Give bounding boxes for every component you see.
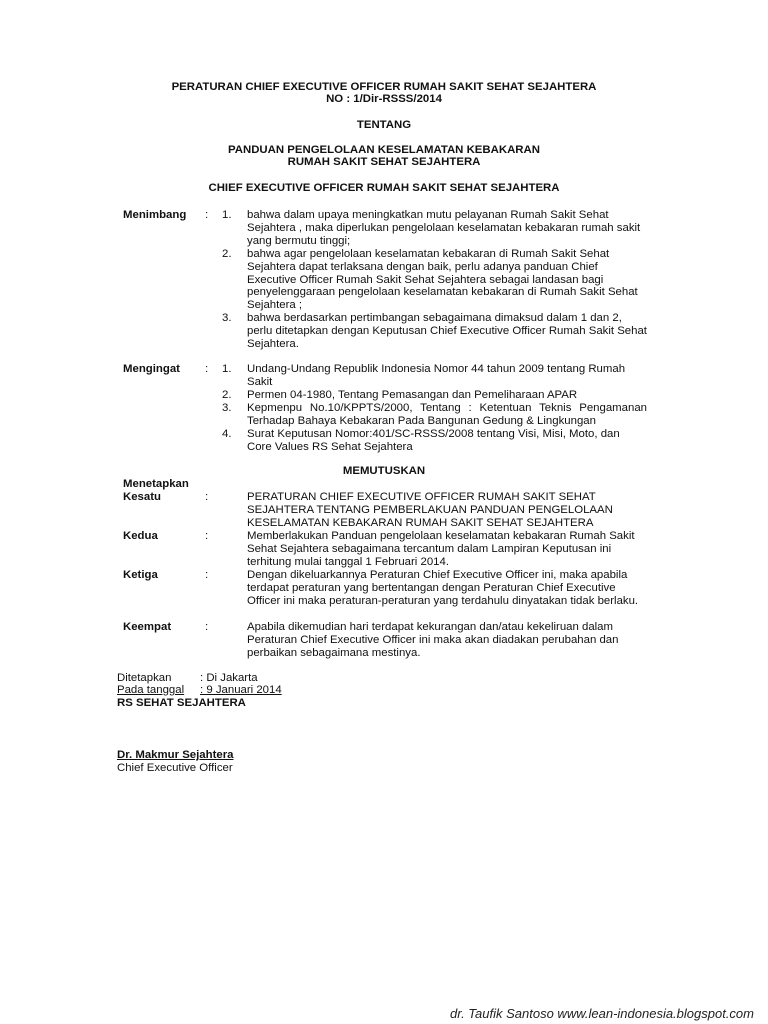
menetapkan-label: Menetapkan — [123, 478, 189, 490]
article-ketiga-label: Ketiga — [123, 569, 158, 581]
mengingat-item-3-number: 3. — [222, 402, 232, 414]
tentang-heading: TENTANG — [356, 119, 412, 131]
mengingat-item-4-number: 4. — [222, 428, 232, 440]
memutuskan-heading: MEMUTUSKAN — [342, 465, 426, 477]
article-keempat-colon: : — [205, 621, 209, 633]
menimbang-label: Menimbang — [123, 209, 187, 221]
menimbang-item-3-number: 3. — [222, 312, 232, 324]
menimbang-item-2-number: 2. — [222, 248, 232, 260]
menimbang-colon: : — [205, 209, 209, 221]
regulation-number: NO : 1/Dir-RSSS/2014 — [326, 93, 442, 105]
mengingat-item-1-number: 1. — [222, 363, 232, 375]
menimbang-item-1-number: 1. — [222, 209, 232, 221]
regulation-title: PERATURAN CHIEF EXECUTIVE OFFICER RUMAH SAKIT SEHAT SEJAHTERA — [171, 81, 597, 93]
organization-name: RS SEHAT SEJAHTERA — [117, 697, 246, 709]
signer-title: Chief Executive Officer — [117, 762, 233, 774]
mengingat-item-2-number: 2. — [222, 389, 232, 401]
article-kesatu-label: Kesatu — [123, 491, 161, 503]
footer-credit: dr. Taufik Santoso www.lean-indonesia.blogspot.com — [450, 1006, 754, 1021]
tanggal-label: Pada tanggal — [117, 684, 185, 696]
subject-line-1: PANDUAN PENGELOLAAN KESELAMATAN KEBAKARAN — [228, 144, 540, 156]
mengingat-label: Mengingat — [123, 363, 180, 375]
menimbang-item-2-text: bahwa agar pengelolaan keselamatan kebakaran di Rumah Sakit Sehat Sejahtera dapat terlaksana dengan baik, perlu adanya panduan Chief Executive Officer Rumah Sakit Sehat Sejahtera sebagai landasan bagi penyelenggaraan pengelolaan keselamatan kebakaran di Rumah Sakit Sehat Sejahtera ; — [247, 248, 638, 312]
issuer-heading: CHIEF EXECUTIVE OFFICER RUMAH SAKIT SEHAT SEJAHTERA — [208, 182, 560, 194]
article-kedua-text: Memberlakukan Panduan pengelolaan keselamatan kebakaran Rumah Sakit Sehat Sejahtera sebagaimana tercantum dalam Lampiran Keputusan ini terhitung mulai tanggal 1 Februari 2014. — [247, 530, 635, 568]
menimbang-item-3-text: bahwa berdasarkan pertimbangan sebagaimana dimaksud dalam 1 dan 2, perlu ditetapkan dengan Keputusan Chief Executive Officer Rumah Sakit Sehat Sejahtera. — [247, 312, 647, 350]
subject-line-2: RUMAH SAKIT SEHAT SEJAHTERA — [287, 156, 481, 168]
tanggal-value: : 9 Januari 2014 — [200, 684, 282, 696]
article-ketiga-colon: : — [205, 569, 209, 581]
article-ketiga-text: Dengan dikeluarkannya Peraturan Chief Executive Officer ini, maka apabila terdapat peraturan yang bertentangan dengan Peraturan Chief Executive Officer ini maka peraturan-peraturan yang terdahulu dinyatakan tidak berlaku. — [247, 569, 639, 607]
ditetapkan-label: Ditetapkan — [117, 672, 172, 684]
article-kesatu-colon: : — [205, 491, 209, 503]
mengingat-colon: : — [205, 363, 209, 375]
article-kesatu-text: PERATURAN CHIEF EXECUTIVE OFFICER RUMAH SAKIT SEHAT SEJAHTERA TENTANG PEMBERLAKUAN PANDUAN PENGELOLAAN KESELAMATAN KEBAKARAN RUMAH SAKIT SEHAT SEJAHTERA — [247, 491, 613, 529]
ditetapkan-value: : Di Jakarta — [200, 672, 258, 684]
mengingat-item-2-text: Permen 04-1980, Tentang Pemasangan dan Pemeliharaan APAR — [247, 389, 578, 401]
mengingat-item-3-text: Kepmenpu No.10/KPPTS/2000, Tentang : Ketentuan Teknis Pengamanan Terhadap Bahaya Kebakaran Pada Bangunan Gedung & Lingkungan — [247, 402, 647, 427]
mengingat-item-4-text: Surat Keputusan Nomor:401/SC-RSSS/2008 tentang Visi, Misi, Moto, dan Core Values RS Sehat Sejahtera — [247, 428, 620, 453]
menimbang-item-1-text: bahwa dalam upaya meningkatkan mutu pelayanan Rumah Sakit Sehat Sejahtera , maka diperlukan pengelolaan keselamatan kebakaran rumah sakit yang bermutu tinggi; — [247, 209, 641, 247]
article-keempat-text: Apabila dikemudian hari terdapat kekurangan dan/atau kekeliruan dalam Peraturan Chief Executive Officer ini maka akan diadakan perubahan dan perbaikan sebagaimana mestinya. — [247, 621, 619, 659]
signer-name: Dr. Makmur Sejahtera — [117, 749, 234, 761]
article-kedua-colon: : — [205, 530, 209, 542]
article-keempat-label: Keempat — [123, 621, 172, 633]
article-kedua-label: Kedua — [123, 530, 158, 542]
mengingat-item-1-text: Undang-Undang Republik Indonesia Nomor 44 tahun 2009 tentang Rumah Sakit — [247, 363, 626, 388]
